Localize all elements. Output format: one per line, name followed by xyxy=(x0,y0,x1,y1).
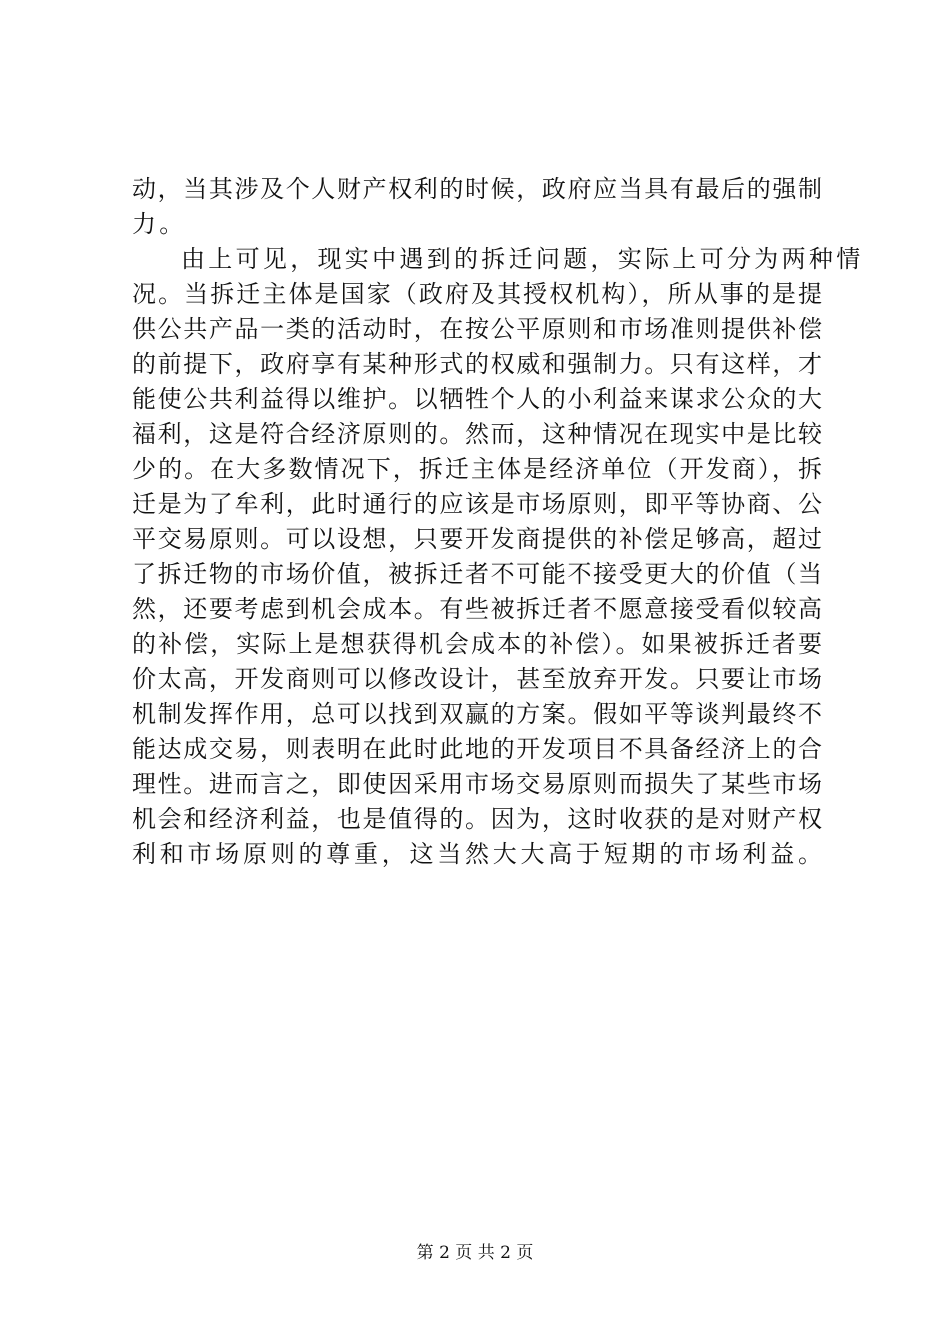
text-line: 少的。在大多数情况下，拆迁主体是经济单位（开发商），拆 xyxy=(132,455,822,483)
text-line: 供公共产品一类的活动时，在按公平原则和市场准则提供补偿 xyxy=(132,315,822,343)
text-line: 机制发挥作用，总可以找到双赢的方案。假如平等谈判最终不 xyxy=(132,700,822,728)
text-line: 动，当其涉及个人财产权利的时候，政府应当具有最后的强制 xyxy=(132,175,822,203)
text-line: 机会和经济利益，也是值得的。因为，这时收获的是对财产权 xyxy=(132,805,822,833)
text-line: 福利，这是符合经济原则的。然而，这种情况在现实中是比较 xyxy=(132,420,822,448)
paragraph-last-line xyxy=(132,872,822,907)
text-line: 迁是为了牟利，此时通行的应该是市场原则，即平等协商、公 xyxy=(132,490,822,518)
text-line: 况。当拆迁主体是国家（政府及其授权机构），所从事的是提 xyxy=(132,280,822,308)
text-line: 了拆迁物的市场价值，被拆迁者不可能不接受更大的价值（当 xyxy=(132,560,822,588)
text-line: 利和市场原则的尊重，这当然大大高于短期的市场利益。 xyxy=(132,840,822,868)
text-line: 的前提下，政府享有某种形式的权威和强制力。只有这样，才 xyxy=(132,350,822,378)
text-line: 能使公共利益得以维护。以牺牲个人的小利益来谋求公众的大 xyxy=(132,385,822,413)
text-line: 能达成交易，则表明在此时此地的开发项目不具备经济上的合 xyxy=(132,735,822,763)
page-number-footer: 第 2 页 共 2 页 xyxy=(416,1243,534,1263)
text-line: 价太高，开发商则可以修改设计，甚至放弃开发。只要让市场 xyxy=(132,665,822,693)
paragraph-first-line: 由上可见，现实中遇到的拆迁问题，实际上可分为两种情 xyxy=(181,245,864,273)
text-line: 平交易原则。可以设想，只要开发商提供的补偿足够高，超过 xyxy=(132,525,822,553)
document-body xyxy=(132,172,864,907)
text-line: 力。 xyxy=(132,210,187,238)
text-line: 然，还要考虑到机会成本。有些被拆迁者不愿意接受看似较高 xyxy=(132,595,822,623)
text-line: 的补偿，实际上是想获得机会成本的补偿）。如果被拆迁者要 xyxy=(132,630,822,658)
text-line: 理性。进而言之，即使因采用市场交易原则而损失了某些市场 xyxy=(132,770,822,798)
